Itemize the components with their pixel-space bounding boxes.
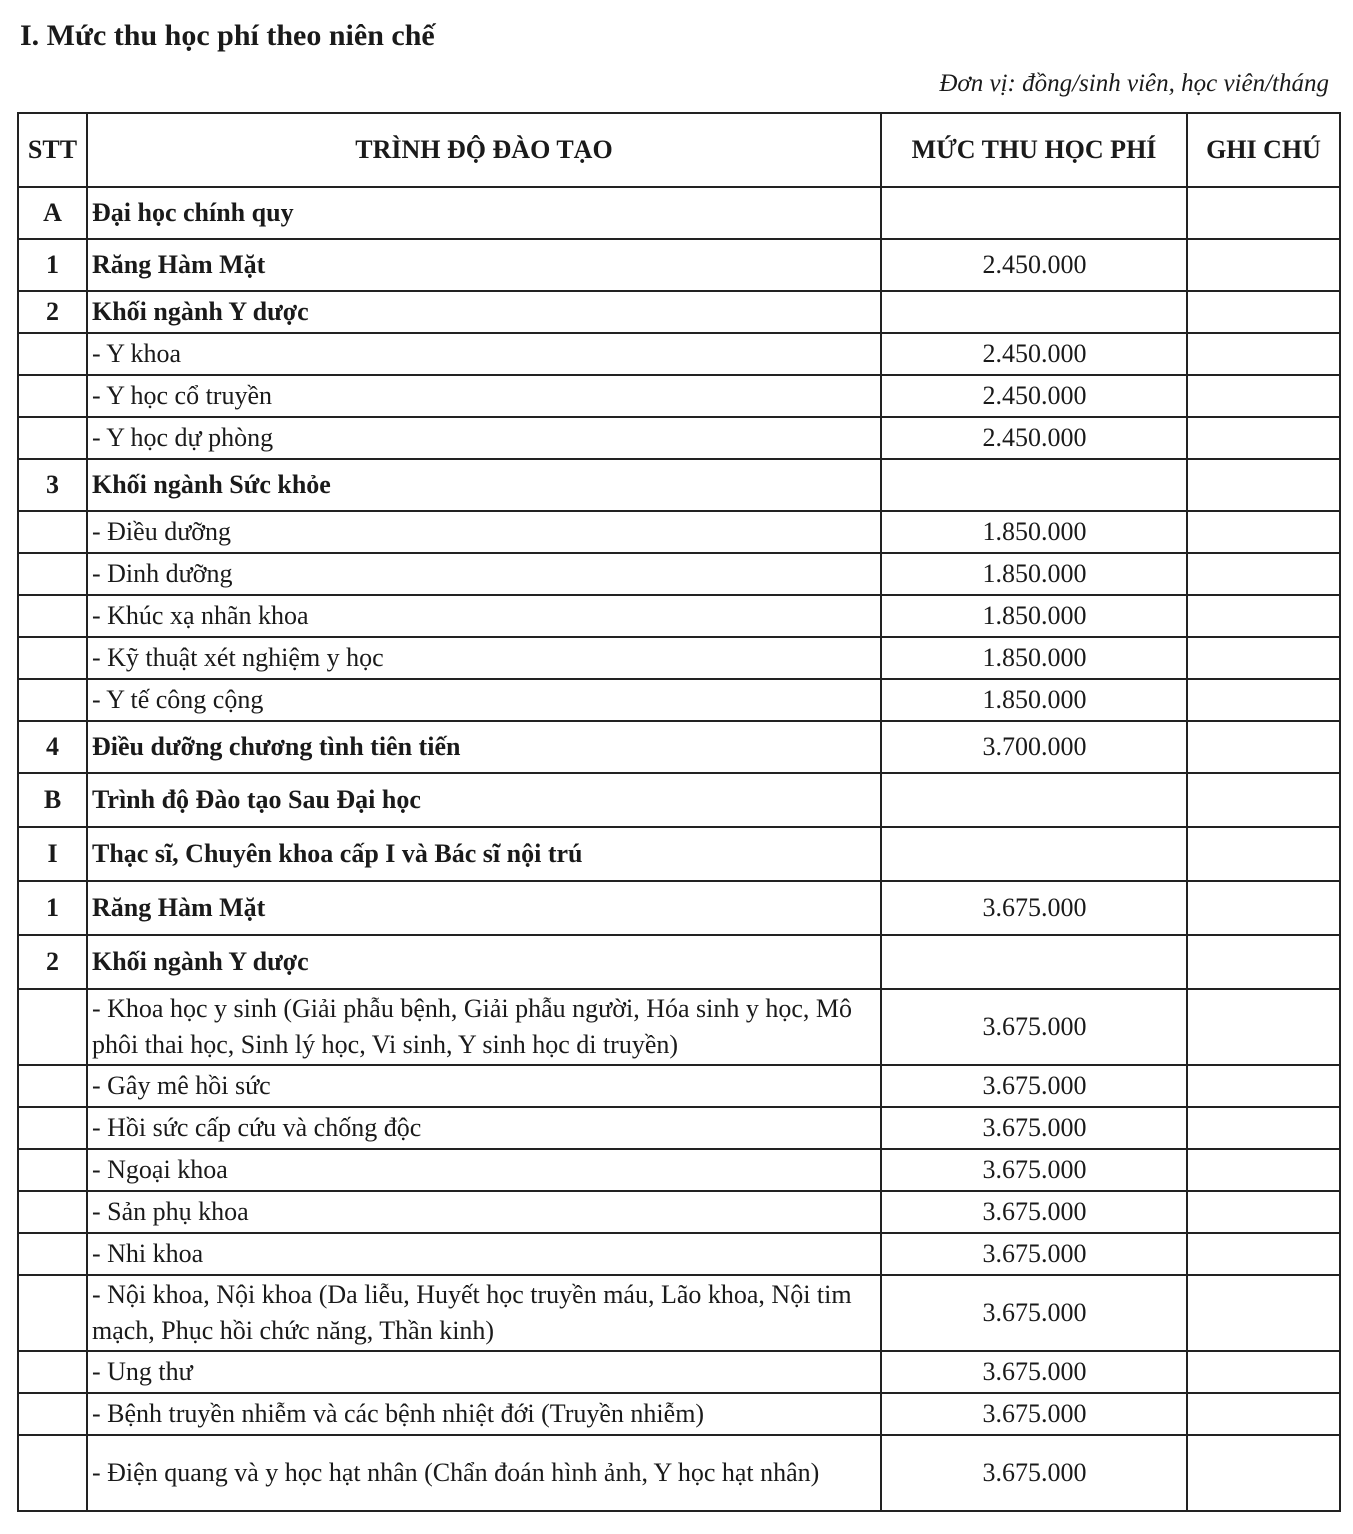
row-stt-cell — [18, 333, 87, 375]
row-note-cell — [1187, 1107, 1340, 1149]
row-fee-cell: 3.675.000 — [881, 1351, 1187, 1393]
row-training-level-cell: - Ung thư — [87, 1351, 881, 1393]
table-row — [18, 1435, 1340, 1511]
row-training-level-cell: Khối ngành Sức khỏe — [87, 459, 881, 511]
row-training-level-cell: - Điều dưỡng — [87, 511, 881, 553]
row-stt-cell: B — [18, 773, 87, 827]
row-training-level-cell: Điều dưỡng chương tình tiên tiến — [87, 721, 881, 773]
table-row — [18, 595, 1340, 637]
row-training-level-cell: - Nội khoa, Nội khoa (Da liễu, Huyết học truyền máu, Lão khoa, Nội tim mạch, Phục hồi chức năng, Thần kinh) — [87, 1275, 881, 1351]
row-note-cell — [1187, 721, 1340, 773]
row-fee-cell: 3.675.000 — [881, 1275, 1187, 1351]
row-stt-cell: 3 — [18, 459, 87, 511]
table-row — [18, 1393, 1340, 1435]
row-training-level-cell: - Khoa học y sinh (Giải phẫu bệnh, Giải phẫu người, Hóa sinh y học, Mô phôi thai học, Sinh lý học, Vi sinh, Y sinh học di truyền) — [87, 989, 881, 1065]
row-stt-cell: 4 — [18, 721, 87, 773]
table-row — [18, 187, 1340, 239]
row-fee-cell: 3.675.000 — [881, 1149, 1187, 1191]
row-note-cell — [1187, 881, 1340, 935]
row-fee-cell: 1.850.000 — [881, 511, 1187, 553]
column-header-fee: MỨC THU HỌC PHÍ — [881, 113, 1187, 187]
tuition-fee-table — [17, 112, 1341, 1512]
row-fee-cell: 2.450.000 — [881, 333, 1187, 375]
row-fee-cell: 3.675.000 — [881, 1435, 1187, 1511]
column-header-training-level: TRÌNH ĐỘ ĐÀO TẠO — [87, 113, 881, 187]
row-note-cell — [1187, 989, 1340, 1065]
row-note-cell — [1187, 595, 1340, 637]
row-note-cell — [1187, 679, 1340, 721]
row-note-cell — [1187, 1435, 1340, 1511]
table-row — [18, 935, 1340, 989]
page-title: I. Mức thu học phí theo niên chế — [20, 19, 435, 52]
row-fee-cell: 3.675.000 — [881, 1233, 1187, 1275]
row-stt-cell: 2 — [18, 291, 87, 333]
row-fee-cell — [881, 935, 1187, 989]
row-note-cell — [1187, 187, 1340, 239]
row-fee-cell: 2.450.000 — [881, 417, 1187, 459]
table-row — [18, 637, 1340, 679]
table-row — [18, 459, 1340, 511]
row-fee-cell: 3.675.000 — [881, 989, 1187, 1065]
row-fee-cell — [881, 291, 1187, 333]
row-fee-cell: 1.850.000 — [881, 679, 1187, 721]
row-note-cell — [1187, 1393, 1340, 1435]
table-header-row — [18, 113, 1340, 187]
row-note-cell — [1187, 291, 1340, 333]
table-row — [18, 1149, 1340, 1191]
row-note-cell — [1187, 553, 1340, 595]
table-row — [18, 827, 1340, 881]
row-fee-cell: 1.850.000 — [881, 637, 1187, 679]
table-row — [18, 511, 1340, 553]
table-row — [18, 291, 1340, 333]
table-row — [18, 375, 1340, 417]
column-header-note: GHI CHÚ — [1187, 113, 1340, 187]
row-fee-cell: 3.675.000 — [881, 1107, 1187, 1149]
row-fee-cell — [881, 459, 1187, 511]
row-fee-cell: 3.700.000 — [881, 721, 1187, 773]
table-row — [18, 1275, 1340, 1351]
row-training-level-cell: Răng Hàm Mặt — [87, 881, 881, 935]
table-row — [18, 553, 1340, 595]
row-stt-cell — [18, 1149, 87, 1191]
row-fee-cell — [881, 187, 1187, 239]
row-stt-cell — [18, 417, 87, 459]
row-training-level-cell: Răng Hàm Mặt — [87, 239, 881, 291]
row-note-cell — [1187, 239, 1340, 291]
row-stt-cell — [18, 1393, 87, 1435]
row-note-cell — [1187, 511, 1340, 553]
row-note-cell — [1187, 1275, 1340, 1351]
row-fee-cell: 3.675.000 — [881, 1065, 1187, 1107]
row-training-level-cell: - Kỹ thuật xét nghiệm y học — [87, 637, 881, 679]
row-training-level-cell: - Y học cổ truyền — [87, 375, 881, 417]
row-note-cell — [1187, 333, 1340, 375]
table-row — [18, 773, 1340, 827]
row-training-level-cell: - Y khoa — [87, 333, 881, 375]
row-training-level-cell: - Gây mê hồi sức — [87, 1065, 881, 1107]
row-training-level-cell: - Điện quang và y học hạt nhân (Chẩn đoán hình ảnh, Y học hạt nhân) — [87, 1435, 881, 1511]
row-training-level-cell: - Y tế công cộng — [87, 679, 881, 721]
row-stt-cell: 1 — [18, 881, 87, 935]
row-fee-cell: 3.675.000 — [881, 1393, 1187, 1435]
row-stt-cell — [18, 1107, 87, 1149]
row-fee-cell: 2.450.000 — [881, 239, 1187, 291]
table-row — [18, 333, 1340, 375]
row-stt-cell — [18, 1351, 87, 1393]
row-note-cell — [1187, 375, 1340, 417]
row-training-level-cell: - Nhi khoa — [87, 1233, 881, 1275]
row-note-cell — [1187, 1351, 1340, 1393]
row-stt-cell: 1 — [18, 239, 87, 291]
row-training-level-cell: - Khúc xạ nhãn khoa — [87, 595, 881, 637]
table-row — [18, 1191, 1340, 1233]
row-stt-cell — [18, 595, 87, 637]
row-note-cell — [1187, 417, 1340, 459]
row-training-level-cell: Trình độ Đào tạo Sau Đại học — [87, 773, 881, 827]
unit-note: Đơn vị: đồng/sinh viên, học viên/tháng — [939, 70, 1329, 97]
table-row — [18, 679, 1340, 721]
table-row — [18, 417, 1340, 459]
row-stt-cell — [18, 637, 87, 679]
row-fee-cell: 1.850.000 — [881, 595, 1187, 637]
table-row — [18, 721, 1340, 773]
row-training-level-cell: - Ngoại khoa — [87, 1149, 881, 1191]
row-training-level-cell: Khối ngành Y dược — [87, 935, 881, 989]
table-row — [18, 989, 1340, 1065]
table-row — [18, 881, 1340, 935]
row-stt-cell — [18, 553, 87, 595]
table-row — [18, 1065, 1340, 1107]
row-note-cell — [1187, 935, 1340, 989]
row-training-level-cell: Đại học chính quy — [87, 187, 881, 239]
row-fee-cell: 3.675.000 — [881, 881, 1187, 935]
row-training-level-cell: - Sản phụ khoa — [87, 1191, 881, 1233]
row-stt-cell — [18, 511, 87, 553]
row-stt-cell: I — [18, 827, 87, 881]
row-stt-cell — [18, 679, 87, 721]
row-note-cell — [1187, 773, 1340, 827]
table-row — [18, 1107, 1340, 1149]
row-training-level-cell: - Dinh dưỡng — [87, 553, 881, 595]
row-training-level-cell: Thạc sĩ, Chuyên khoa cấp I và Bác sĩ nội trú — [87, 827, 881, 881]
row-note-cell — [1187, 1233, 1340, 1275]
row-stt-cell: 2 — [18, 935, 87, 989]
table-row — [18, 239, 1340, 291]
row-stt-cell — [18, 1435, 87, 1511]
table-body — [18, 187, 1340, 1511]
row-note-cell — [1187, 1149, 1340, 1191]
row-note-cell — [1187, 459, 1340, 511]
row-training-level-cell: - Hồi sức cấp cứu và chống độc — [87, 1107, 881, 1149]
row-stt-cell — [18, 989, 87, 1065]
row-training-level-cell: Khối ngành Y dược — [87, 291, 881, 333]
column-header-stt: STT — [18, 113, 87, 187]
row-note-cell — [1187, 637, 1340, 679]
row-fee-cell: 1.850.000 — [881, 553, 1187, 595]
row-stt-cell: A — [18, 187, 87, 239]
row-stt-cell — [18, 1275, 87, 1351]
row-training-level-cell: - Y học dự phòng — [87, 417, 881, 459]
row-stt-cell — [18, 375, 87, 417]
row-stt-cell — [18, 1065, 87, 1107]
row-fee-cell — [881, 827, 1187, 881]
row-fee-cell: 3.675.000 — [881, 1191, 1187, 1233]
row-fee-cell — [881, 773, 1187, 827]
row-stt-cell — [18, 1233, 87, 1275]
table-row — [18, 1351, 1340, 1393]
row-training-level-cell: - Bệnh truyền nhiễm và các bệnh nhiệt đới (Truyền nhiễm) — [87, 1393, 881, 1435]
row-note-cell — [1187, 1191, 1340, 1233]
row-fee-cell: 2.450.000 — [881, 375, 1187, 417]
row-note-cell — [1187, 827, 1340, 881]
row-note-cell — [1187, 1065, 1340, 1107]
row-stt-cell — [18, 1191, 87, 1233]
table-row — [18, 1233, 1340, 1275]
